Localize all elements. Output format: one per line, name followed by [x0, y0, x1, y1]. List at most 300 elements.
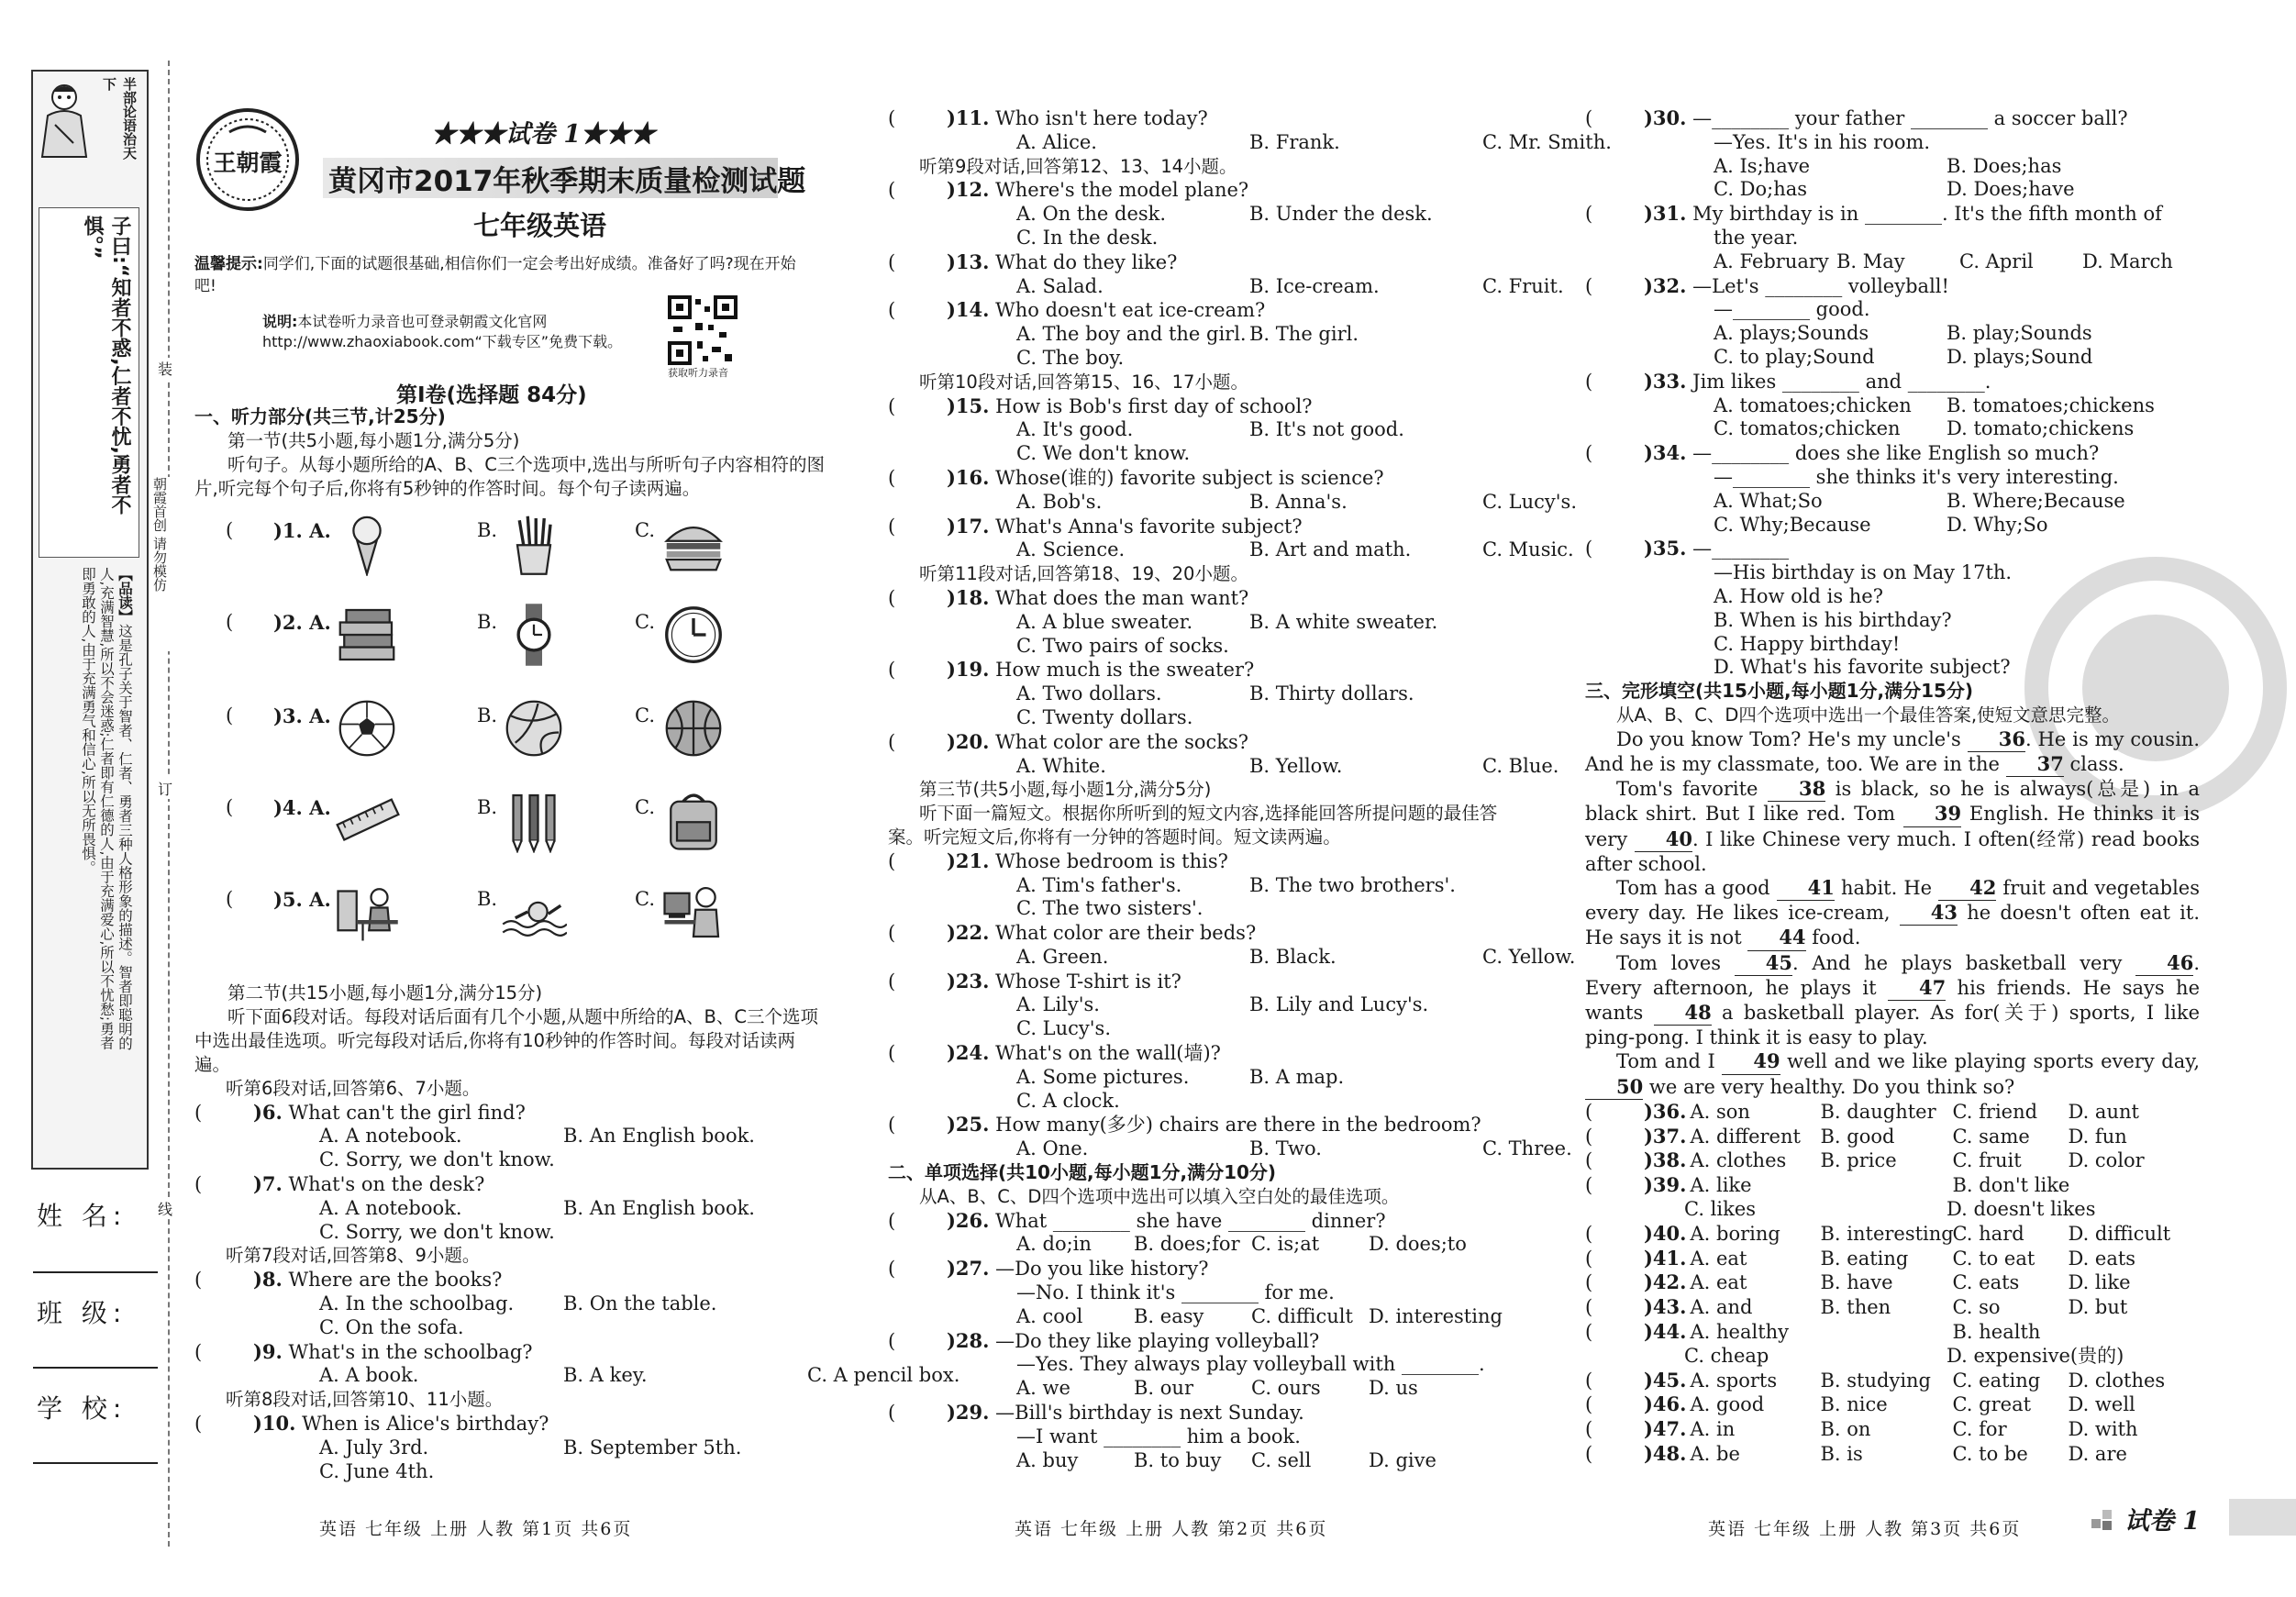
instruction-text: 第三节(共5小题,每小题1分,满分5分) — [919, 779, 1212, 801]
option[interactable]: A. tomatoes;chicken — [1714, 394, 1912, 416]
answer-bracket[interactable]: ( — [888, 586, 896, 609]
question-number: )27. — [947, 1257, 990, 1281]
fries-icon[interactable] — [501, 510, 567, 580]
question-stem — [888, 1209, 1512, 1234]
clock-icon[interactable] — [660, 602, 727, 671]
option[interactable]: A. Science. — [1016, 538, 1126, 561]
question-stem — [888, 298, 1512, 323]
reading-boy-icon[interactable] — [334, 879, 400, 948]
option[interactable]: B. is — [1820, 1442, 1863, 1465]
answer-bracket[interactable]: ( — [888, 1258, 896, 1281]
question-number: )22. — [947, 921, 990, 945]
question-continuation: C. Happy birthday! — [1714, 632, 1901, 655]
question-stem — [888, 970, 1512, 994]
cloze-blank[interactable]: 38 — [1768, 777, 1825, 802]
option[interactable]: B. Black. — [1249, 945, 1337, 968]
ice-cream-icon[interactable] — [334, 510, 400, 580]
question-text: —Bill's birthday is next Sunday. — [989, 1402, 1304, 1425]
name-label: 姓 名: — [37, 1201, 128, 1231]
answer-bracket[interactable]: ( — [1585, 1442, 1593, 1465]
answer-bracket[interactable]: ( — [1585, 1174, 1593, 1197]
options-row — [888, 490, 1577, 515]
cloze-blank[interactable]: 40 — [1635, 827, 1692, 852]
options-row — [888, 418, 1512, 442]
question-number: )29. — [947, 1401, 990, 1425]
schoolbag-icon[interactable] — [660, 787, 727, 857]
option[interactable]: A. The boy and the girl. — [1016, 323, 1247, 346]
option[interactable]: C. Yellow. — [1482, 945, 1576, 968]
section1-title: 一、听力部分(共三节,计25分) — [194, 405, 446, 427]
option[interactable]: B. Under the desk. — [1249, 203, 1433, 226]
answer-bracket[interactable]: ( — [1585, 1418, 1593, 1441]
option[interactable]: C. same — [1952, 1125, 2030, 1148]
option[interactable]: B. The two brothers'. — [1249, 873, 1456, 896]
option[interactable]: C. cheap — [1684, 1344, 1769, 1367]
option[interactable]: D. eats — [2068, 1247, 2136, 1270]
option[interactable]: B. Thirty dollars. — [1249, 682, 1414, 705]
question-stem — [888, 1113, 1512, 1137]
option[interactable]: D. with — [2068, 1418, 2138, 1441]
option[interactable]: C. so — [1952, 1296, 2001, 1319]
cloze-blank[interactable]: 50 — [1585, 1075, 1643, 1100]
option[interactable]: A. Salad. — [1016, 274, 1104, 297]
option[interactable]: B. Art and math. — [1249, 538, 1412, 561]
option[interactable]: A. do;in — [1016, 1233, 1092, 1256]
option[interactable]: A. Tim's father's. — [1016, 873, 1182, 896]
option[interactable]: B. good — [1820, 1125, 1895, 1148]
options-row — [888, 227, 1512, 250]
option[interactable]: B. Where;Because — [1947, 489, 2125, 512]
option[interactable]: A. White. — [1016, 754, 1106, 777]
answer-bracket[interactable]: ( — [226, 796, 234, 818]
option[interactable]: C. is;at — [1251, 1233, 1320, 1256]
cloze-paragraph — [1585, 876, 2200, 951]
option[interactable]: A. eat — [1690, 1271, 1747, 1294]
left-sidebar — [31, 70, 149, 1170]
answer-bracket[interactable]: ( — [1585, 1393, 1593, 1416]
option[interactable]: C. fruit — [1952, 1149, 2022, 1172]
option[interactable]: C. Music. — [1482, 538, 1574, 561]
option[interactable]: D. clothes — [2068, 1369, 2166, 1392]
option[interactable]: C. for — [1952, 1418, 2007, 1441]
watch-icon[interactable] — [501, 602, 567, 671]
option[interactable]: D. color — [2068, 1149, 2145, 1172]
hamburger-icon[interactable] — [660, 510, 727, 580]
answer-bracket[interactable]: ( — [1585, 274, 1593, 297]
option[interactable]: A. Two dollars. — [1016, 682, 1162, 705]
option[interactable]: D. fun — [2068, 1125, 2127, 1148]
question-number: )47. — [1644, 1417, 1687, 1441]
section1-part1-desc: 听句子。从每小题所给的A、B、C三个选项中,选出与所听句子内容相符的图片,听完每个句子后,你将有5秒钟的作答时间。每个句子读两遍。 — [194, 453, 826, 499]
question-continuation: B. When is his birthday? — [1714, 608, 1952, 631]
name-line[interactable] — [33, 1271, 158, 1273]
option[interactable]: C. Sorry, we don't know. — [319, 1148, 555, 1171]
answer-bracket[interactable]: ( — [888, 730, 896, 753]
cloze-blank[interactable]: 46 — [2135, 951, 2193, 976]
question-stem — [888, 1041, 1512, 1066]
question-number: )16. — [947, 465, 990, 489]
answer-bracket[interactable]: ( — [888, 1042, 896, 1065]
option[interactable]: B. nice — [1820, 1393, 1888, 1416]
question-stem — [888, 1401, 1512, 1425]
option[interactable]: B. Lily and Lucy's. — [1249, 993, 1429, 1016]
option[interactable]: C. Fruit. — [1482, 274, 1564, 297]
answer-bracket[interactable]: ( — [1585, 1149, 1593, 1172]
question-text: What color are their beds? — [989, 922, 1257, 945]
option[interactable]: A. cool — [1016, 1304, 1083, 1327]
answer-bracket[interactable]: ( — [888, 515, 896, 538]
brand-logo — [193, 105, 303, 215]
note-label: 说明: — [262, 313, 298, 330]
option[interactable]: D. plays;Sound — [1947, 345, 2093, 368]
option[interactable]: A. July 3rd. — [319, 1436, 429, 1458]
options-row — [194, 1221, 827, 1245]
option[interactable]: D. give — [1369, 1448, 1436, 1471]
class-line[interactable] — [33, 1367, 158, 1369]
question-text: What's on the wall(墙)? — [989, 1042, 1221, 1065]
question-stem — [888, 515, 1512, 539]
option[interactable]: D. does;to — [1369, 1233, 1467, 1256]
option[interactable]: D. Does;have — [1947, 178, 2075, 201]
option[interactable]: A. Some pictures. — [1016, 1065, 1190, 1088]
answer-bracket[interactable]: ( — [226, 704, 234, 726]
question-number: )15. — [947, 394, 990, 417]
answer-bracket[interactable]: ( — [888, 970, 896, 993]
option[interactable]: B. easy — [1134, 1304, 1204, 1327]
option[interactable]: A. Bob's. — [1016, 490, 1103, 513]
option[interactable]: C. to eat — [1952, 1247, 2035, 1270]
question-text: Who isn't here today? — [989, 107, 1208, 129]
cloze-blank[interactable]: 41 — [1777, 876, 1835, 901]
option[interactable]: A. good — [1690, 1393, 1765, 1416]
option[interactable]: C. The two sisters'. — [1016, 897, 1203, 920]
option[interactable]: B. price — [1820, 1149, 1897, 1172]
question-continuation: —His birthday is on May 17th. — [1714, 561, 2013, 584]
question-text: Whose T-shirt is it? — [989, 970, 1181, 993]
option[interactable]: A. A blue sweater. — [1016, 610, 1193, 633]
options-row — [888, 347, 1512, 371]
swimming-icon[interactable] — [501, 879, 567, 948]
part1-title: 第Ⅰ卷(选择题 84分) — [396, 383, 587, 407]
answer-bracket[interactable]: ( — [888, 1402, 896, 1425]
option[interactable]: C. to be — [1952, 1442, 2028, 1465]
answer-bracket[interactable]: ( — [1585, 1271, 1593, 1294]
answer-bracket[interactable]: ( — [1585, 1296, 1593, 1319]
answer-bracket[interactable]: ( — [1585, 1247, 1593, 1270]
option[interactable]: C. Lucy's. — [1016, 1017, 1111, 1040]
books-icon[interactable] — [334, 602, 400, 671]
option[interactable]: C. In the desk. — [1016, 226, 1159, 249]
option[interactable]: A. Is;have — [1714, 154, 1810, 177]
option[interactable]: A. buy — [1016, 1448, 1079, 1471]
option[interactable]: B. An English book. — [563, 1125, 755, 1148]
school-line[interactable] — [33, 1462, 158, 1464]
answer-bracket[interactable]: ( — [1585, 1320, 1593, 1343]
option[interactable]: A. sports — [1690, 1369, 1778, 1392]
cloze-text: . And he plays basketball very — [1791, 951, 2136, 974]
option[interactable]: B. Yellow. — [1249, 754, 1343, 777]
option[interactable]: A. One. — [1016, 1137, 1089, 1160]
question-stem — [888, 394, 1512, 419]
option[interactable]: C. friend — [1952, 1100, 2038, 1123]
option[interactable]: B. have — [1820, 1271, 1893, 1294]
option[interactable]: D. expensive(贵的) — [1947, 1344, 2124, 1367]
option[interactable]: B. interesting — [1820, 1222, 1954, 1245]
option[interactable]: D. March — [2082, 250, 2173, 272]
option[interactable]: A. we — [1016, 1377, 1070, 1400]
option[interactable]: C. We don't know. — [1016, 442, 1191, 465]
basketball-icon[interactable] — [660, 695, 727, 765]
option[interactable]: B. Frank. — [1249, 130, 1340, 153]
volleyball-icon[interactable] — [501, 695, 567, 765]
option[interactable]: A. eat — [1690, 1247, 1747, 1270]
option[interactable]: C. Mr. Smith. — [1482, 130, 1612, 153]
answer-bracket[interactable]: ( — [1585, 107, 1593, 129]
option[interactable]: D. interesting — [1369, 1304, 1503, 1327]
answer-bracket[interactable]: ( — [194, 1340, 203, 1363]
option[interactable]: C. to play;Sound — [1714, 345, 1875, 368]
cloze-text: a basketball player. As for(关于) sports, I like ping-pong. I think it is easy to play. — [1585, 1001, 2200, 1049]
option[interactable]: B. The girl. — [1249, 323, 1359, 346]
option[interactable]: B. Ice-cream. — [1249, 274, 1380, 297]
option[interactable]: B. On the table. — [563, 1292, 717, 1314]
option[interactable]: D. aunt — [2068, 1100, 2139, 1123]
answer-bracket[interactable]: ( — [194, 1269, 203, 1292]
option[interactable]: C. Why;Because — [1714, 513, 1871, 536]
option[interactable]: D. but — [2068, 1296, 2128, 1319]
answer-bracket[interactable]: ( — [888, 1114, 896, 1137]
option[interactable]: A. A notebook. — [319, 1196, 462, 1219]
question-stem — [194, 1412, 827, 1436]
option[interactable]: B. September 5th. — [563, 1436, 742, 1458]
options-row — [1585, 417, 2200, 441]
option[interactable]: B. tomatoes;chickens — [1947, 394, 2155, 416]
option[interactable]: B. It's not good. — [1249, 418, 1404, 441]
option[interactable]: C. Three. — [1482, 1137, 1572, 1160]
option[interactable]: B. does;for — [1134, 1233, 1240, 1256]
answer-bracket[interactable]: ( — [888, 922, 896, 945]
option[interactable]: C. hard — [1952, 1222, 2024, 1245]
option[interactable]: B. An English book. — [563, 1196, 755, 1219]
cloze-blank[interactable]: 36 — [1968, 727, 2025, 752]
answer-bracket[interactable]: ( — [888, 299, 896, 322]
option[interactable]: A. What;So — [1714, 489, 1823, 512]
option[interactable]: C. On the sofa. — [319, 1315, 464, 1338]
option[interactable]: B. then — [1820, 1296, 1891, 1319]
answer-bracket[interactable]: ( — [1585, 442, 1593, 465]
option[interactable]: B. health — [1952, 1320, 2041, 1343]
ruler-icon[interactable] — [334, 787, 400, 857]
answer-bracket[interactable]: ( — [888, 179, 896, 202]
option[interactable]: A. Alice. — [1016, 130, 1097, 153]
question-text: When is Alice's birthday? — [295, 1412, 549, 1435]
options-row — [1585, 250, 2200, 274]
answer-bracket[interactable]: ( — [888, 659, 896, 682]
option[interactable]: B. A key. — [563, 1364, 648, 1387]
computer-boy-icon[interactable] — [660, 879, 727, 948]
qr-code-icon[interactable] — [668, 295, 738, 365]
option[interactable]: B. A map. — [1249, 1065, 1345, 1088]
option[interactable]: B. studying — [1820, 1369, 1931, 1392]
option[interactable]: C. Twenty dollars. — [1016, 705, 1193, 728]
option[interactable]: C. Blue. — [1482, 754, 1559, 777]
answer-bracket[interactable]: ( — [1585, 538, 1593, 560]
binding-mark-1: 装 — [158, 358, 172, 379]
question-number: )6. — [253, 1100, 283, 1124]
option[interactable]: A. and — [1690, 1296, 1753, 1319]
option[interactable]: C. Do;has — [1714, 178, 1808, 201]
option[interactable]: A. clothes — [1690, 1149, 1787, 1172]
option[interactable]: D. tomato;chickens — [1947, 417, 2135, 440]
option[interactable]: C. A clock. — [1016, 1089, 1120, 1112]
option[interactable]: C. A pencil box. — [807, 1364, 960, 1387]
option[interactable]: A. plays;Sounds — [1714, 322, 1869, 345]
question-number: )17. — [947, 514, 990, 538]
option[interactable]: C. sell — [1251, 1448, 1312, 1471]
option[interactable]: A. boring — [1690, 1222, 1780, 1245]
answer-bracket[interactable]: ( — [1585, 370, 1593, 393]
answer-bracket[interactable]: ( — [888, 250, 896, 273]
option[interactable]: B. Two. — [1249, 1137, 1322, 1160]
option[interactable]: B. eating — [1820, 1247, 1909, 1270]
soccer-ball-icon[interactable] — [334, 695, 400, 765]
answer-bracket[interactable]: ( — [888, 1209, 896, 1232]
answer-bracket[interactable]: ( — [1585, 1369, 1593, 1392]
option[interactable]: C. difficult — [1251, 1304, 1353, 1327]
option[interactable]: B. play;Sounds — [1947, 322, 2092, 345]
option[interactable]: B. our — [1134, 1377, 1193, 1400]
option[interactable]: A. A book. — [319, 1364, 419, 1387]
answer-bracket[interactable]: ( — [1585, 1222, 1593, 1245]
option[interactable]: A. be — [1690, 1442, 1740, 1465]
question-number: )39. — [1644, 1173, 1687, 1197]
option[interactable]: B. don't like — [1952, 1174, 2070, 1197]
options-row — [888, 1377, 1512, 1401]
option[interactable]: B. Does;has — [1947, 154, 2062, 177]
cloze-blank[interactable]: 49 — [1722, 1049, 1780, 1074]
option[interactable]: C. eats — [1952, 1271, 2020, 1294]
option[interactable]: A. It's good. — [1016, 418, 1134, 441]
option[interactable]: D. doesn't likes — [1947, 1197, 2096, 1220]
options-row — [888, 993, 1512, 1017]
question-number: )33. — [1644, 369, 1687, 393]
cloze-options-row — [1585, 1345, 2200, 1369]
answer-bracket[interactable]: ( — [226, 519, 234, 541]
pencils-icon[interactable] — [501, 787, 567, 857]
option[interactable]: C. likes — [1684, 1197, 1757, 1220]
answer-bracket[interactable]: ( — [1585, 1100, 1593, 1123]
question-number: )35. — [1644, 537, 1687, 560]
option[interactable]: A. son — [1690, 1100, 1750, 1123]
option[interactable]: C. eating — [1952, 1369, 2041, 1392]
cloze-paragraph — [1585, 1049, 2200, 1099]
question-text: Jim likes ________ and ________. — [1686, 370, 1991, 393]
option[interactable]: D. us — [1369, 1377, 1418, 1400]
option[interactable]: D. difficult — [2068, 1222, 2171, 1245]
option[interactable]: B. May — [1836, 250, 1905, 272]
option[interactable]: C. Lucy's. — [1482, 490, 1577, 513]
answer-bracket[interactable]: ( — [888, 849, 896, 872]
picture-question-number: )3. A. — [273, 704, 331, 727]
answer-bracket[interactable]: ( — [1585, 203, 1593, 226]
question-stem — [888, 921, 1512, 946]
question-number: )25. — [947, 1113, 990, 1137]
cloze-options-row — [1585, 1417, 2200, 1442]
options-row — [888, 874, 1512, 898]
answer-bracket[interactable]: ( — [226, 611, 234, 633]
option[interactable]: C. ours — [1251, 1377, 1321, 1400]
option[interactable]: A. On the desk. — [1016, 203, 1167, 226]
option[interactable]: A. in — [1690, 1418, 1736, 1441]
option[interactable]: A. healthy — [1690, 1320, 1790, 1343]
cloze-text: habit. He — [1834, 876, 1939, 899]
cloze-blank[interactable]: 48 — [1654, 1001, 1712, 1026]
answer-bracket[interactable]: ( — [888, 394, 896, 417]
option[interactable]: C. Sorry, we don't know. — [319, 1220, 555, 1243]
option[interactable]: A. A notebook. — [319, 1125, 462, 1148]
cloze-blank[interactable]: 42 — [1938, 876, 1996, 901]
option[interactable]: A. February — [1714, 250, 1829, 272]
cloze-blank[interactable]: 37 — [2006, 752, 2064, 777]
footer-page-1: 英语 七年级 上册 人教 第1页 共6页 — [319, 1519, 633, 1539]
option[interactable]: B. Anna's. — [1249, 490, 1348, 513]
class-label: 班 级: — [37, 1298, 128, 1328]
option[interactable]: C. April — [1959, 250, 2034, 272]
question-number: )31. — [1644, 202, 1687, 226]
answer-bracket[interactable]: ( — [1585, 1125, 1593, 1148]
option[interactable]: A. Green. — [1016, 945, 1109, 968]
option[interactable]: A. In the schoolbag. — [319, 1292, 515, 1314]
option[interactable]: B. on — [1820, 1418, 1871, 1441]
option[interactable]: D. are — [2068, 1442, 2127, 1465]
option[interactable]: C. Two pairs of socks. — [1016, 634, 1229, 657]
option[interactable]: D. Why;So — [1947, 513, 2048, 536]
options-row — [888, 1017, 1512, 1041]
option[interactable]: A. Lily's. — [1016, 993, 1100, 1016]
answer-bracket[interactable]: ( — [194, 1172, 203, 1195]
option[interactable]: C. great — [1952, 1393, 2032, 1416]
question-continuation: —Yes. They always play volleyball with ________. — [1016, 1353, 1485, 1376]
question-text: How many(多少) chairs are there in the bedroom? — [989, 1114, 1481, 1137]
answer-bracket[interactable]: ( — [194, 1412, 203, 1435]
option[interactable]: A. like — [1690, 1174, 1752, 1197]
answer-bracket[interactable]: ( — [226, 888, 234, 910]
option[interactable]: C. tomatos;chicken — [1714, 417, 1901, 440]
option-c-label: C. — [635, 888, 655, 910]
option[interactable]: C. June 4th. — [319, 1459, 435, 1482]
cloze-blank[interactable]: 43 — [1900, 901, 1958, 926]
question-text: —Let's ________ volleyball! — [1686, 274, 1949, 297]
option[interactable]: B. to buy — [1134, 1448, 1222, 1471]
cloze-blank[interactable]: 44 — [1747, 926, 1805, 950]
answer-bracket[interactable]: ( — [194, 1101, 203, 1124]
cloze-blank[interactable]: 45 — [1735, 951, 1792, 976]
option[interactable]: C. The boy. — [1016, 346, 1125, 369]
option[interactable]: B. A white sweater. — [1249, 610, 1438, 633]
cloze-blank[interactable]: 39 — [1903, 802, 1961, 826]
option[interactable]: B. daughter — [1820, 1100, 1936, 1123]
options-row — [888, 323, 1512, 347]
option[interactable]: D. well — [2068, 1393, 2135, 1416]
option[interactable]: D. like — [2068, 1271, 2131, 1294]
answer-bracket[interactable]: ( — [888, 107, 896, 129]
answer-bracket[interactable]: ( — [888, 1329, 896, 1352]
option[interactable]: A. different — [1690, 1125, 1801, 1148]
answer-bracket[interactable]: ( — [888, 466, 896, 489]
exam-title: 黄冈市2017年秋季期末质量检测试题 — [328, 165, 806, 198]
cloze-blank[interactable]: 47 — [1888, 976, 1946, 1001]
cloze-options-row — [1585, 1295, 2200, 1320]
